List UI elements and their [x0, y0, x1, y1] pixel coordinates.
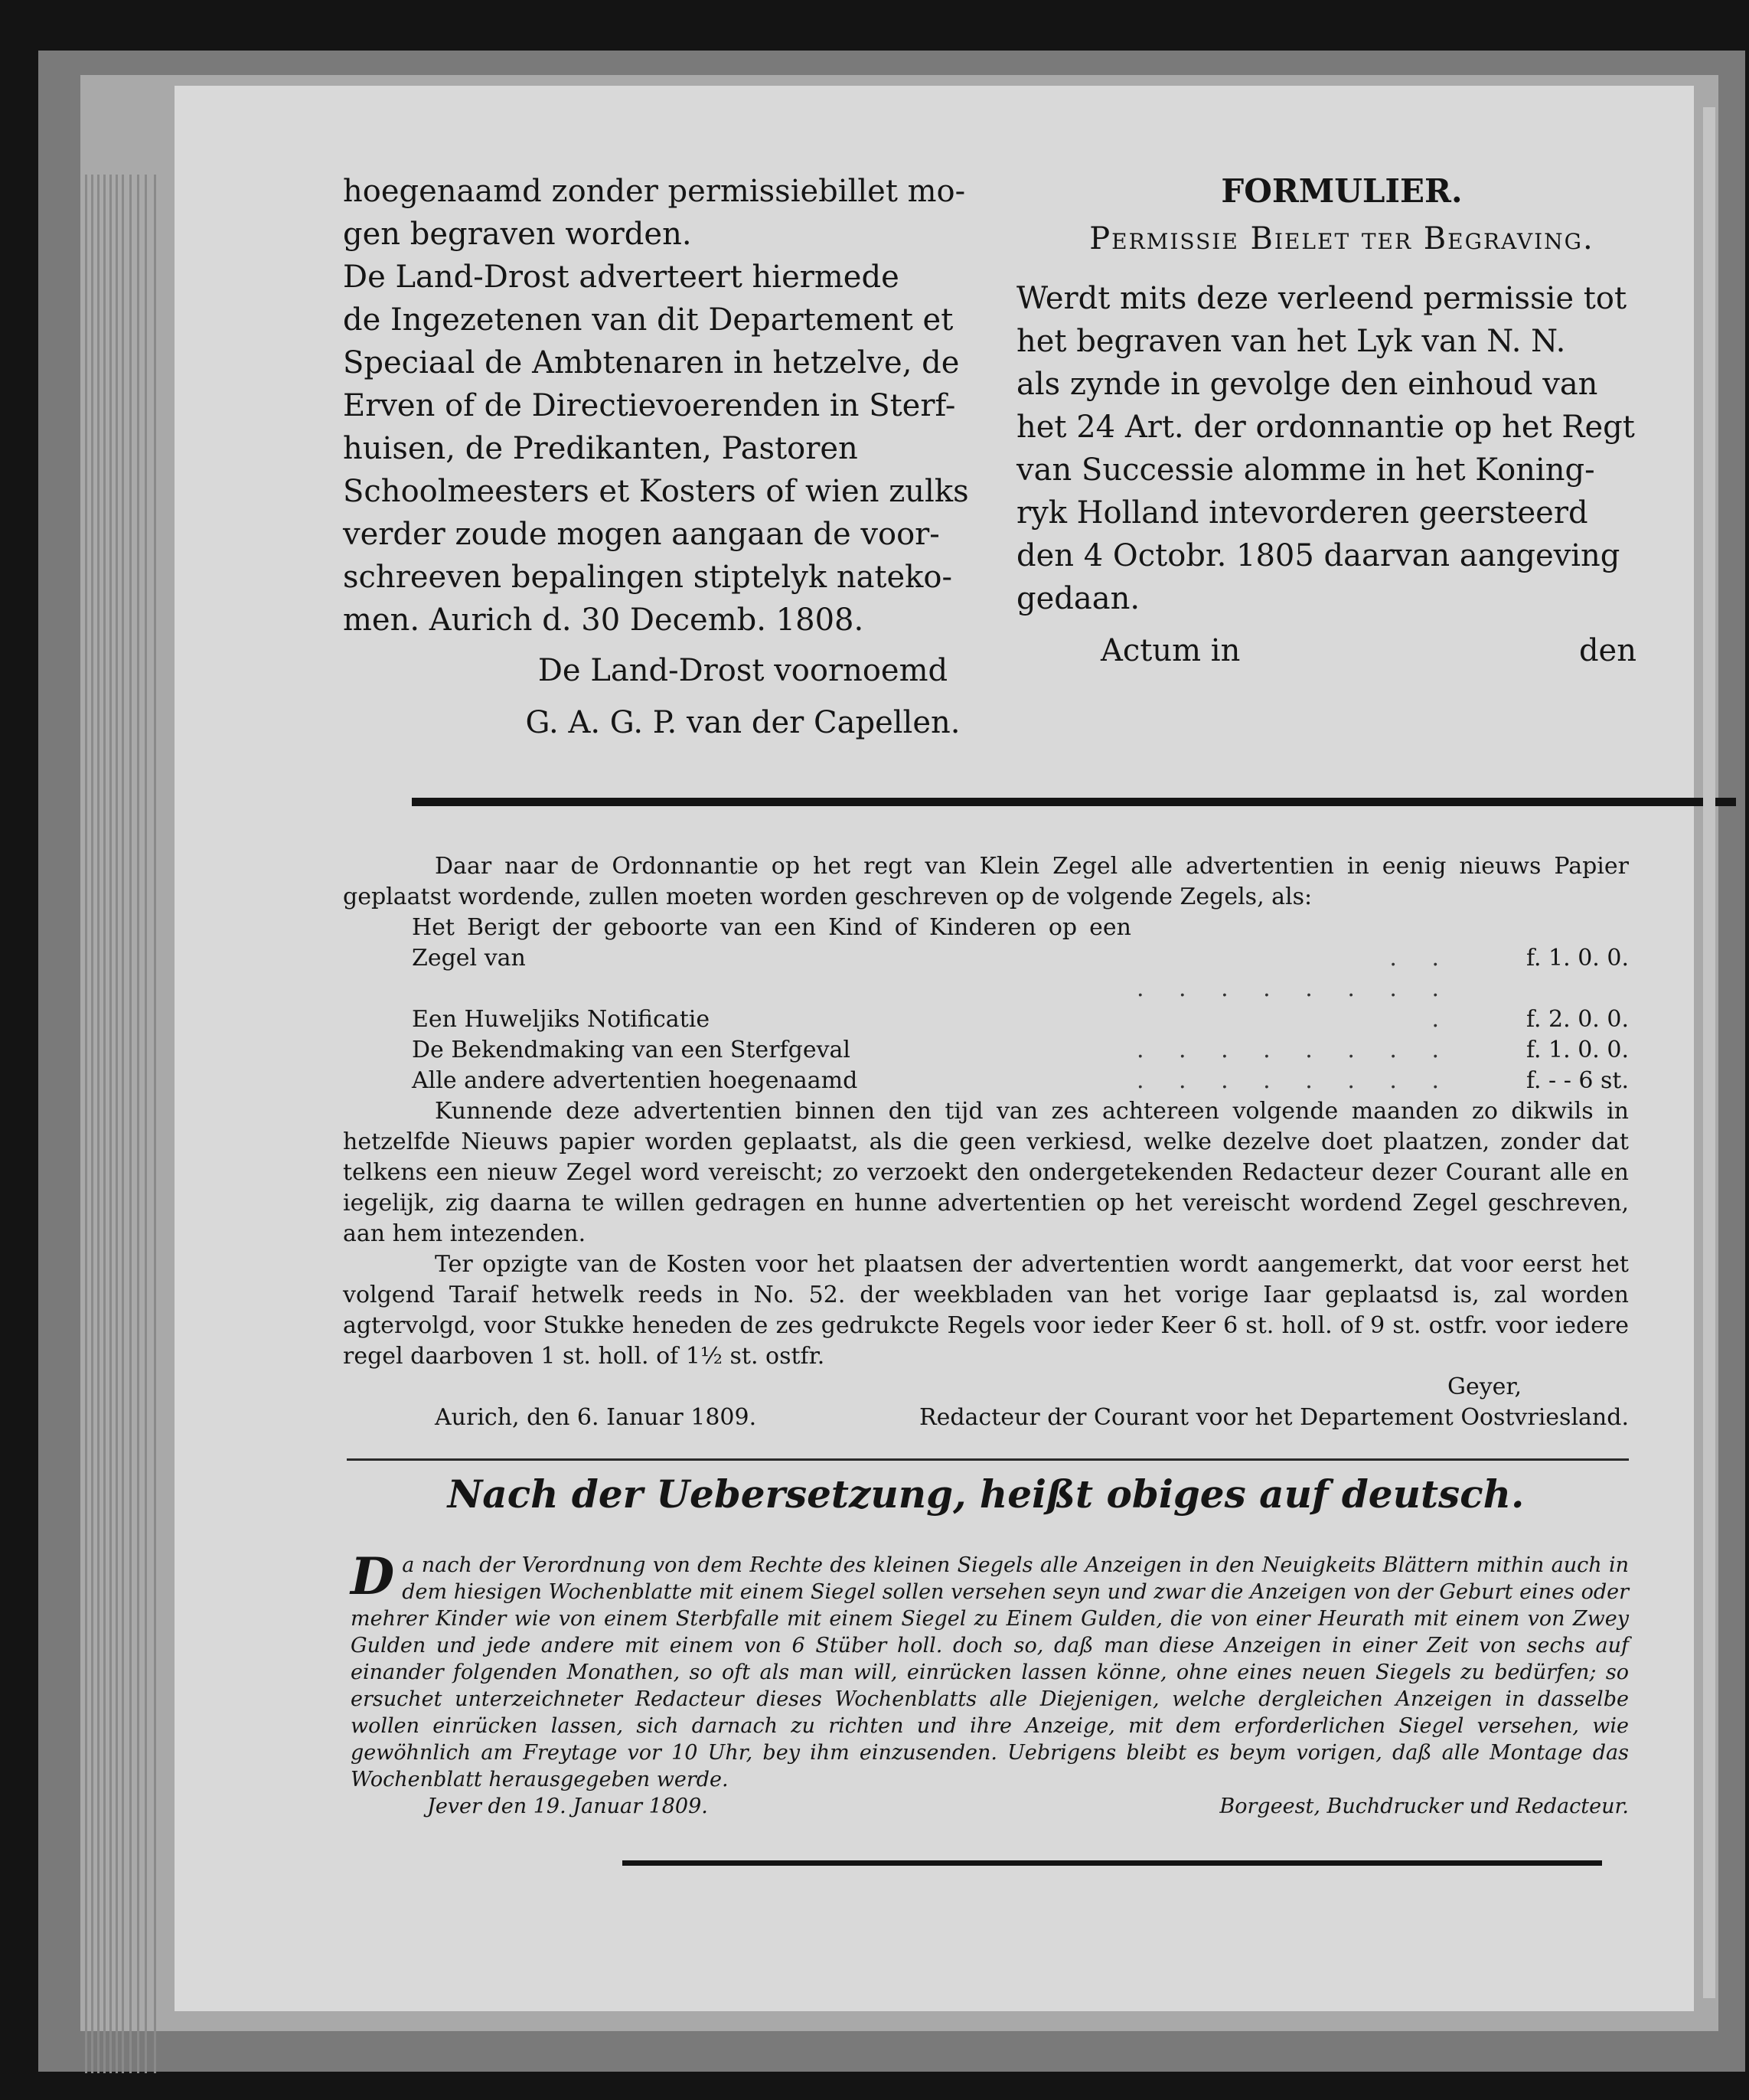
left-line: hoegenaamd zonder permissiebillet mo- — [343, 174, 966, 209]
left-line: gen begraven worden. — [343, 217, 692, 252]
fee-amount: f. 2. 0. 0. — [1525, 1006, 1629, 1033]
actum-row — [1016, 629, 1667, 672]
form-subtitle: Permissie Bielet ter Begraving. — [1089, 221, 1594, 256]
german-signer: Borgeest, Buchdrucker und Redacteur. — [1219, 1795, 1629, 1818]
right-line: als zynde in gevolge den einhoud van — [1016, 367, 1598, 402]
signature-title: De Land-Drost voornoemd — [537, 653, 948, 688]
actum-label: Actum in — [1101, 633, 1241, 668]
notice-paragraph: Kunnende deze advertentien binnen den tijd van zes achtereen volgende maanden zo dikwils in hetzelfde Nieuws papier worden geplaatst, als die geen verkiesd, welke dezelve doet plaatzen, zonder dat telkens een nieuw Zegel word vereischt; zo verzoekt den ondergetekenden Redacteur dezer Courant alle en iegelijk, zig daarna te willen gedragen en hunne advertentien op het vereischt wordend Zegel geschreven, aan hem intezenden. — [343, 1098, 1629, 1247]
left-line: Schoolmeesters et Kosters of wien zulks — [343, 474, 969, 509]
fee-row — [343, 1035, 1629, 1066]
notice-paragraph: Ter opzigte van de Kosten voor het plaatsen der advertentien wordt aangemerkt, dat voor eerst het volgend Taraif hetwelk reeds in No. 52. der weekbladen van het vorige Iaar geplaatsd is, zal worden agtervolgd, voor Stukke heneden de zes gedrukcte Regels voor ieder Keer 6 st. holl. of 9 st. ostfr. voor iedere regel daarboven 1 st. holl. of 1½ st. ostfr. — [343, 1251, 1629, 1370]
german-sign-row — [351, 1793, 1629, 1820]
fee-item: Alle andere advertentien hoegenaamd — [412, 1067, 858, 1094]
german-place-date: Jever den 19. Januar 1809. — [427, 1795, 708, 1818]
notice-sign-row — [343, 1403, 1629, 1433]
fee-item: Een Huweljiks Notificatie — [412, 1006, 710, 1033]
fee-item: De Bekendmaking van een Sterfgeval — [412, 1037, 851, 1063]
closing-rule — [622, 1860, 1602, 1866]
fee-amount: f. 1. 0. 0. — [1525, 1037, 1629, 1063]
left-line: Erven of de Directievoerenden in Sterf- — [343, 388, 956, 423]
den-label: den — [1578, 633, 1636, 668]
left-line: de Ingezetenen van dit Departement et — [343, 302, 954, 338]
notice-signer-role: Redacteur der Courant voor het Departement Oostvriesland. — [919, 1404, 1629, 1431]
notice-intro: Daar naar de Ordonnantie op het regt van Klein Zegel alle advertentien in eenig nieuws Papier geplaatst wordende, zullen moeten worden geschreven op de volgende Zegels, als: — [343, 853, 1629, 910]
fee-amount: f. 1. 0. 0. — [1525, 945, 1629, 972]
left-line: men. Aurich d. 30 Decemb. 1808. — [343, 603, 864, 638]
right-column — [1016, 170, 1667, 672]
right-line: ryk Holland intevorderen geersteerd — [1016, 495, 1588, 531]
fee-row — [343, 913, 1629, 974]
right-line: den 4 Octobr. 1805 daarvan aangeving — [1016, 538, 1620, 573]
left-line: De Land-Drost adverteert hiermede — [343, 260, 899, 295]
signature-name: G. A. G. P. van der Capellen. — [525, 705, 961, 740]
drop-cap: D — [351, 1546, 395, 1606]
left-line: huisen, de Predikanten, Pastoren — [343, 431, 858, 466]
german-heading: Nach der Uebersetzung, heißt obiges auf deutsch. — [447, 1471, 1525, 1517]
right-line: van Successie alomme in het Koning- — [1016, 452, 1595, 488]
fee-leader: . . . . . . . . . — [1136, 975, 1453, 1033]
notice-place-date: Aurich, den 6. Ianuar 1809. — [435, 1404, 757, 1431]
section-divider-thick — [412, 798, 1736, 806]
right-line: gedaan. — [1016, 581, 1140, 616]
fee-row — [343, 974, 1629, 1035]
fee-table — [343, 913, 1629, 1096]
fee-leader: . . — [1389, 945, 1453, 972]
right-line: het 24 Art. der ordonnantie op het Regt — [1016, 410, 1635, 445]
german-body: a nach der Verordnung von dem Rechte des kleinen Siegels alle Anzeigen in den Neuigkeits Blättern mithin auch in dem hiesigen Wochenblatte mit einem Siegel sollen versehen seyn und zwar die Anzeigen von der Geburt eines oder mehrer Kinder wie von einem Sterbfalle mit einem Siegel zu Einem Gulden, die von einer Heurath mit einem von Zwey Gulden und jede andere mit einem von 6 Stüber holl. doch so, daß man diese Anzeigen in einer Zeit von sechs auf einander folgenden Monathen, so oft als man will, einrücken lassen könne, ohne eines neuen Siegels zu bedürfen; so ersuchet unterzeichneter Redacteur dieses Wochenblatts alle Diejenigen, welche dergleichen Anzeigen in dasselbe wollen einrücken lassen, sich darnach zu richten und ihre Anzeige, mit dem erforderlichen Siegel versehen, wie gewöhnlich am Freytage vor 10 Uhr, bey ihm einzusenden. Uebrigens bleibt es beym vorigen, daß alle Montage das Wochenblatt herausgegeben werde. — [351, 1553, 1629, 1791]
newspaper-page — [175, 86, 1694, 2011]
left-line: Speciaal de Ambtenaren in hetzelve, de — [343, 345, 960, 380]
page-fold — [1703, 107, 1715, 1998]
fee-leader: . . . . . . . . — [1136, 1067, 1453, 1094]
left-line: verder zoude mogen aangaan de voor- — [343, 517, 940, 552]
fee-row — [343, 1066, 1629, 1096]
form-title: FORMULIER. — [1221, 172, 1463, 210]
fee-item: Het Berigt der geboorte van een Kind of Kinderen op een Zegel van — [412, 914, 1131, 972]
left-line: schreeven bepalingen stiptelyk nateko- — [343, 560, 953, 595]
right-line: het begraven van het Lyk van N. N. — [1016, 324, 1566, 359]
fee-amount: f. - - 6 st. — [1525, 1067, 1629, 1094]
section-divider-thin — [347, 1458, 1629, 1461]
right-line: Werdt mits deze verleend permissie tot — [1016, 281, 1627, 316]
notice-signer-name: Geyer, — [1447, 1373, 1522, 1400]
fee-leader: . . . . . . . . — [1136, 1037, 1453, 1063]
stamp-duty-notice — [343, 851, 1629, 1433]
german-translation — [351, 1546, 1629, 1820]
